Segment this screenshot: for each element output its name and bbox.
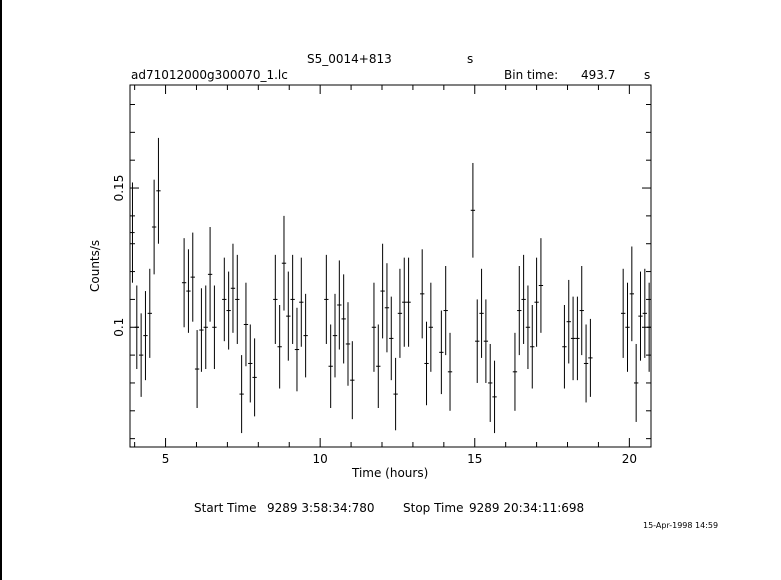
x-tick-label: 15 <box>467 452 483 466</box>
stop-time-label: Stop Time <box>403 501 464 515</box>
start-time-label: Start Time <box>194 501 257 515</box>
source-name: S5_0014+813 <box>307 52 392 66</box>
plot-timestamp: 15-Apr-1998 14:59 <box>643 521 719 530</box>
stop-time-value: 9289 20:34:11:698 <box>469 501 585 515</box>
source-unit: s <box>467 52 474 66</box>
y-axis-label: Counts/s <box>88 239 102 292</box>
bin-time-unit: s <box>644 68 651 82</box>
x-axis-label: Time (hours) <box>352 466 429 480</box>
bin-time-label: Bin time: <box>504 68 559 82</box>
axis-ticks <box>130 85 651 447</box>
start-time-value: 9289 3:58:34:780 <box>267 501 375 515</box>
y-tick-label: 0.1 <box>112 317 126 337</box>
x-tick-label: 5 <box>161 452 170 466</box>
file-name: ad71012000g300070_1.lc <box>131 68 288 82</box>
data-points <box>130 138 651 433</box>
x-tick-label: 20 <box>621 452 637 466</box>
axis-tick-labels <box>112 175 637 466</box>
bin-time-value: 493.7 <box>581 68 616 82</box>
x-tick-label: 10 <box>312 452 328 466</box>
plot-frame <box>130 85 651 447</box>
y-tick-label: 0.15 <box>112 174 126 202</box>
